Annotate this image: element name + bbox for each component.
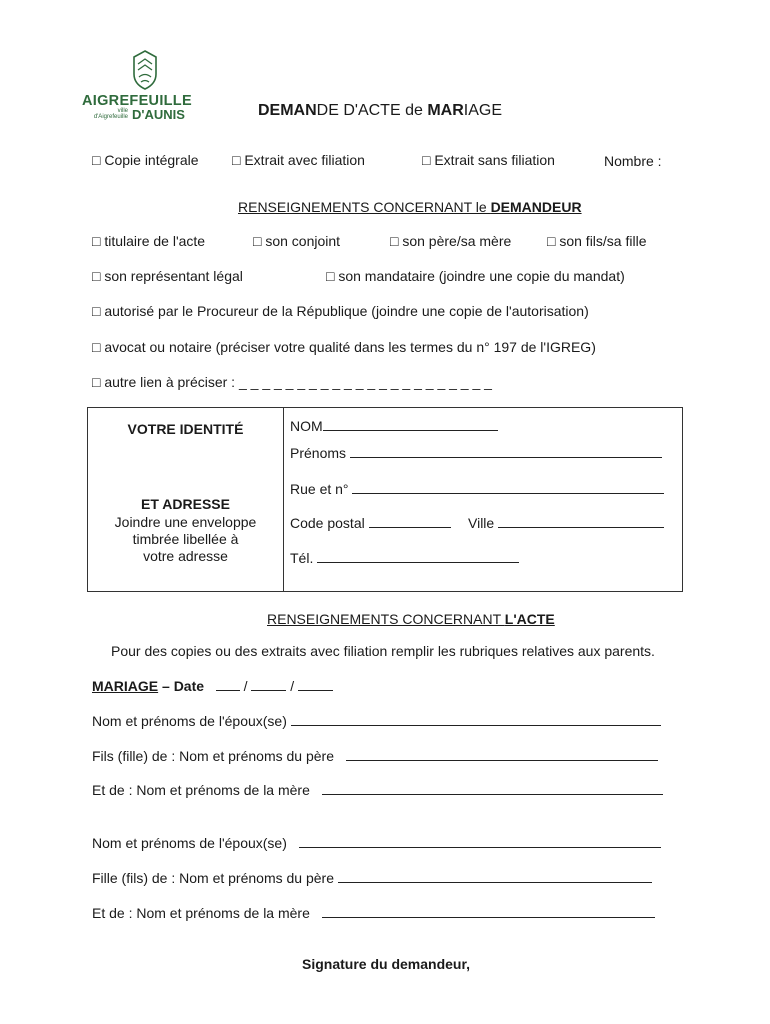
- spouse2-father-label: Fille (fils) de : Nom et prénoms du père: [92, 870, 334, 886]
- date-month-line[interactable]: [251, 678, 286, 691]
- spouse1-name-label: Nom et prénoms de l'époux(se): [92, 713, 287, 729]
- requester-heading-text: RENSEIGNEMENTS CONCERNANT le: [238, 199, 491, 215]
- option-extrait-avec-filiation[interactable]: □ Extrait avec filiation: [232, 152, 365, 168]
- requester-heading: [238, 199, 582, 215]
- code-postal-label: Code postal: [290, 515, 365, 531]
- option-conjoint[interactable]: □ son conjoint: [253, 233, 341, 249]
- nom-field[interactable]: [290, 418, 498, 434]
- identity-box-divider: [283, 408, 284, 591]
- prenoms-label: Prénoms: [290, 445, 347, 461]
- option-pere-mere[interactable]: □ son père/sa mère: [390, 233, 512, 249]
- identity-address-box: [87, 407, 683, 592]
- spouse2-name-label: Nom et prénoms de l'époux(se): [92, 835, 287, 851]
- title-part1: DEMAN: [258, 102, 317, 119]
- spouse2-name-field[interactable]: [92, 835, 661, 851]
- spouse1-father-line[interactable]: [346, 748, 658, 761]
- rue-field[interactable]: [290, 481, 664, 497]
- logo-title-line2: D'AUNIS: [132, 107, 185, 122]
- spouse2-father-line[interactable]: [338, 870, 652, 883]
- option-mandataire[interactable]: □ son mandataire (joindre une copie du mandat): [326, 268, 625, 284]
- date-sep2: /: [290, 678, 295, 694]
- envelope-line2: timbrée libellée à: [132, 531, 239, 547]
- count-label: Nombre :: [604, 153, 662, 169]
- tel-label: Tél.: [290, 550, 314, 566]
- spouse2-name-line[interactable]: [299, 835, 661, 848]
- spouse1-name-line[interactable]: [291, 713, 661, 726]
- option-extrait-sans-filiation[interactable]: □ Extrait sans filiation: [422, 152, 555, 168]
- code-postal-line[interactable]: [369, 515, 451, 528]
- option-procureur[interactable]: □ autorisé par le Procureur de la République (joindre une copie de l'autorisation): [92, 303, 589, 319]
- logo-title-line1: AIGREFEUILLE: [82, 93, 192, 109]
- act-heading-text: RENSEIGNEMENTS CONCERNANT: [267, 611, 505, 627]
- option-fils-fille[interactable]: □ son fils/sa fille: [547, 233, 647, 249]
- logo-small-text: ville d'Aigrefeuille: [93, 108, 128, 120]
- spouse1-name-field[interactable]: [92, 713, 661, 729]
- title-part3: MAR: [427, 102, 464, 119]
- town-logo: [80, 48, 190, 122]
- date-day-line[interactable]: [216, 678, 240, 691]
- title-part4: IAGE: [463, 102, 502, 119]
- spouse1-father-label: Fils (fille) de : Nom et prénoms du père: [92, 748, 334, 764]
- option-autre-lien[interactable]: □ autre lien à préciser : _ _ _ _ _ _ _ _ _ _ _ _ _ _ _ _ _ _ _ _ _ _: [92, 374, 492, 390]
- title-part2: DE D'ACTE de: [316, 102, 428, 119]
- option-representant-legal[interactable]: □ son représentant légal: [92, 268, 243, 284]
- page-title: [258, 102, 502, 120]
- rue-line[interactable]: [352, 481, 664, 494]
- spouse1-mother-line[interactable]: [322, 782, 663, 795]
- spouse1-father-field[interactable]: [92, 748, 658, 764]
- date-label: – Date: [158, 678, 205, 694]
- act-heading: [267, 611, 555, 627]
- act-instruction: Pour des copies ou des extraits avec filiation remplir les rubriques relatives aux parents.: [111, 643, 655, 659]
- option-avocat-notaire[interactable]: □ avocat ou notaire (préciser votre qualité dans les termes du n° 197 de l'IGREG): [92, 339, 596, 355]
- signature-label: Signature du demandeur,: [302, 956, 471, 972]
- spouse2-mother-field[interactable]: [92, 905, 655, 921]
- spouse1-mother-field[interactable]: [92, 782, 663, 798]
- address-label: ET ADRESSE: [141, 496, 230, 512]
- spouse2-father-field[interactable]: [92, 870, 652, 886]
- nom-label: NOM: [290, 418, 323, 434]
- option-titulaire[interactable]: □ titulaire de l'acte: [92, 233, 206, 249]
- identity-label: VOTRE IDENTITÉ: [127, 421, 244, 437]
- envelope-line1: Joindre une enveloppe: [114, 514, 257, 530]
- ville-label: Ville: [468, 515, 495, 531]
- ville-line[interactable]: [498, 515, 664, 528]
- mariage-label: MARIAGE: [92, 678, 159, 694]
- option-copie-integrale[interactable]: □ Copie intégrale: [92, 152, 199, 168]
- spouse1-mother-label: Et de : Nom et prénoms de la mère: [92, 782, 310, 798]
- prenoms-line[interactable]: [350, 445, 662, 458]
- spouse2-mother-line[interactable]: [322, 905, 655, 918]
- tel-line[interactable]: [317, 550, 519, 563]
- act-heading-bold: L'ACTE: [504, 611, 555, 627]
- town-crest-icon: [132, 50, 158, 90]
- prenoms-field[interactable]: [290, 445, 662, 461]
- date-year-line[interactable]: [298, 678, 333, 691]
- ville-field[interactable]: [468, 515, 664, 531]
- spouse2-mother-label: Et de : Nom et prénoms de la mère: [92, 905, 310, 921]
- mariage-date-field[interactable]: [92, 678, 333, 694]
- rue-label: Rue et n°: [290, 481, 349, 497]
- code-postal-field[interactable]: [290, 515, 451, 531]
- date-sep1: /: [243, 678, 248, 694]
- tel-field[interactable]: [290, 550, 519, 566]
- nom-line[interactable]: [323, 418, 498, 431]
- envelope-line3: votre adresse: [143, 548, 228, 564]
- requester-heading-bold: DEMANDEUR: [490, 199, 582, 215]
